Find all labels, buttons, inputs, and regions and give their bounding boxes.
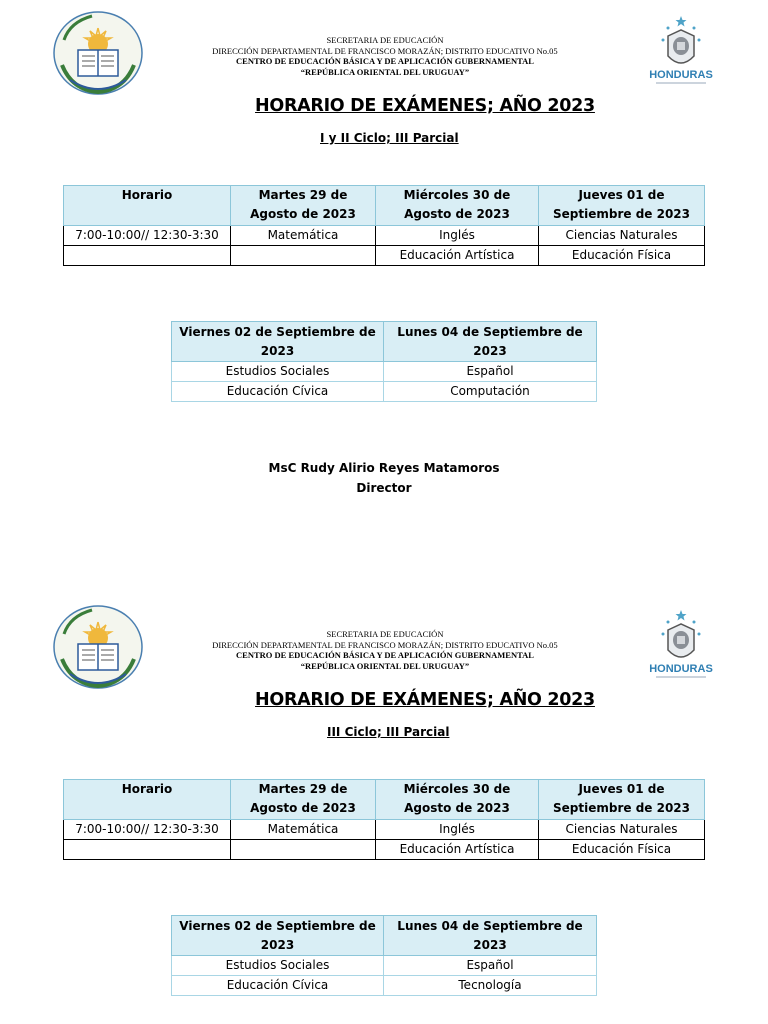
column-header: Martes 29 de Agosto de 2023	[231, 186, 376, 226]
schedule-table-secondary	[171, 321, 597, 402]
header-line-1: SECRETARIA DE EDUCACIÓN	[326, 35, 444, 45]
column-header: Viernes 02 de Septiembre de 2023	[172, 322, 384, 362]
table-header-row	[172, 322, 597, 362]
table-header-row	[64, 186, 705, 226]
exam-schedule-section-2	[0, 594, 768, 1014]
table-row	[64, 840, 705, 860]
column-header: Miércoles 30 de Agosto de 2023	[376, 780, 539, 820]
schedule-table-main	[63, 779, 705, 860]
table-cell: Español	[384, 362, 597, 382]
table-cell: Educación Artística	[376, 840, 539, 860]
table-row	[172, 956, 597, 976]
header-line-1: SECRETARIA DE EDUCACIÓN	[326, 629, 444, 639]
table-cell: Español	[384, 956, 597, 976]
honduras-government-logo	[638, 606, 724, 684]
signature-block	[0, 458, 768, 498]
table-cell: 7:00-10:00// 12:30-3:30	[64, 226, 231, 246]
institution-header	[180, 35, 590, 77]
table-cell: Estudios Sociales	[172, 956, 384, 976]
table-cell: Inglés	[376, 820, 539, 840]
table-row	[64, 226, 705, 246]
schedule-table-secondary	[171, 915, 597, 996]
table-cell: Estudios Sociales	[172, 362, 384, 382]
table-cell: Ciencias Naturales	[539, 226, 705, 246]
header-line-2: DIRECCIÓN DEPARTAMENTAL DE FRANCISCO MORAZÁN; DISTRITO EDUCATIVO No.05	[212, 639, 558, 650]
signature-name: MsC Rudy Alirio Reyes Matamoros	[268, 461, 500, 475]
header-line-3: CENTRO DE EDUCACIÓN BÁSICA Y DE APLICACIÓN GUBERNAMENTAL	[236, 650, 534, 660]
table-cell	[64, 840, 231, 860]
column-header: Viernes 02 de Septiembre de 2023	[172, 916, 384, 956]
section-subtitle: I y II Ciclo; III Parcial	[320, 131, 459, 145]
school-seal-logo	[52, 604, 144, 690]
header-line-2: DIRECCIÓN DEPARTAMENTAL DE FRANCISCO MORAZÁN; DISTRITO EDUCATIVO No.05	[212, 45, 558, 56]
table-cell: Educación Artística	[376, 246, 539, 266]
svg-text:HONDURAS: HONDURAS	[649, 69, 713, 81]
column-header: Jueves 01 de Septiembre de 2023	[539, 780, 705, 820]
school-seal-logo	[52, 10, 144, 96]
page-title: HORARIO DE EXÁMENES; AÑO 2023	[255, 690, 595, 710]
column-header: Horario	[64, 186, 231, 226]
header-line-4: “REPÚBLICA ORIENTAL DEL URUGUAY”	[300, 66, 470, 77]
header-line-4: “REPÚBLICA ORIENTAL DEL URUGUAY”	[300, 660, 470, 671]
table-cell: Ciencias Naturales	[539, 820, 705, 840]
signature-role: Director	[356, 481, 412, 495]
table-cell: Tecnología	[384, 976, 597, 996]
table-cell: Inglés	[376, 226, 539, 246]
table-row	[172, 382, 597, 402]
table-header-row	[172, 916, 597, 956]
table-row	[172, 362, 597, 382]
column-header: Lunes 04 de Septiembre de 2023	[384, 322, 597, 362]
section-subtitle: III Ciclo; III Parcial	[327, 725, 450, 739]
institution-header	[180, 629, 590, 671]
table-row	[64, 820, 705, 840]
honduras-government-logo	[638, 12, 724, 90]
table-cell: 7:00-10:00// 12:30-3:30	[64, 820, 231, 840]
page-title: HORARIO DE EXÁMENES; AÑO 2023	[255, 96, 595, 116]
schedule-table-main	[63, 185, 705, 266]
table-cell: Educación Física	[539, 840, 705, 860]
table-cell	[64, 246, 231, 266]
column-header: Martes 29 de Agosto de 2023	[231, 780, 376, 820]
header-line-3: CENTRO DE EDUCACIÓN BÁSICA Y DE APLICACIÓN GUBERNAMENTAL	[236, 56, 534, 66]
table-cell: Educación Cívica	[172, 382, 384, 402]
table-cell	[231, 246, 376, 266]
column-header: Horario	[64, 780, 231, 820]
column-header: Jueves 01 de Septiembre de 2023	[539, 186, 705, 226]
column-header: Miércoles 30 de Agosto de 2023	[376, 186, 539, 226]
table-cell: Computación	[384, 382, 597, 402]
table-cell: Educación Física	[539, 246, 705, 266]
table-cell: Matemática	[231, 820, 376, 840]
exam-schedule-section-1	[0, 0, 768, 495]
table-row	[64, 246, 705, 266]
svg-text:HONDURAS: HONDURAS	[649, 663, 713, 675]
table-cell	[231, 840, 376, 860]
table-cell: Educación Cívica	[172, 976, 384, 996]
table-cell: Matemática	[231, 226, 376, 246]
table-row	[172, 976, 597, 996]
table-header-row	[64, 780, 705, 820]
column-header: Lunes 04 de Septiembre de 2023	[384, 916, 597, 956]
